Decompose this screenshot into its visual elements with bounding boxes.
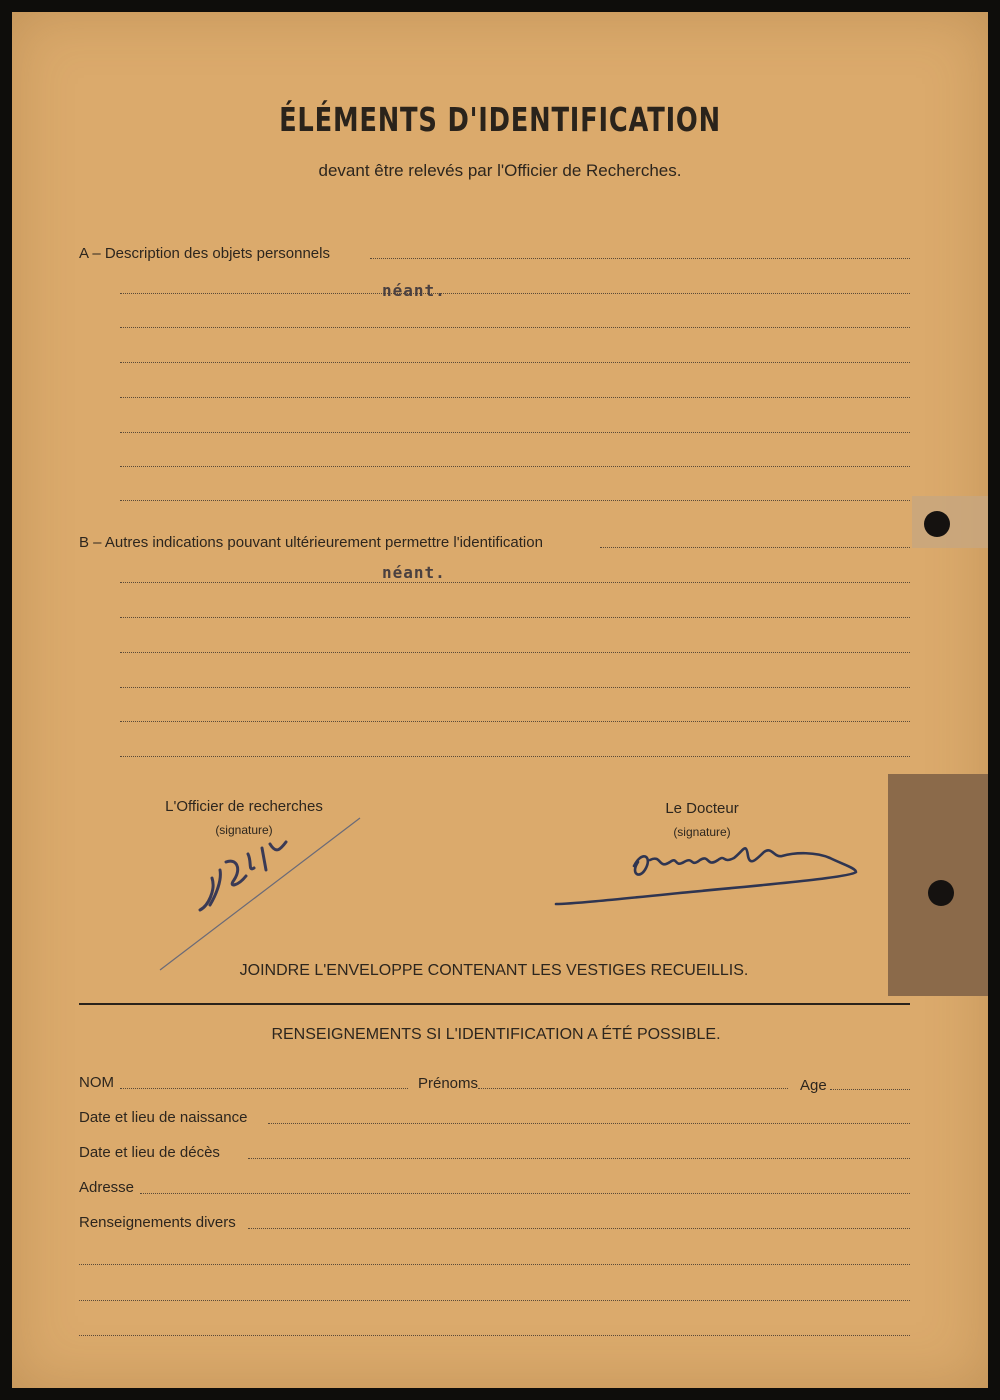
divers-field-2[interactable]: [79, 1264, 910, 1265]
officer-signature-label: L'Officier de recherches: [165, 798, 323, 815]
identification-title: RENSEIGNEMENTS SI L'IDENTIFICATION A ÉTÉ POSSIBLE.: [271, 1026, 721, 1043]
prenoms-label: Prénoms: [418, 1075, 479, 1092]
officer-signature-sub: (signature): [215, 823, 273, 837]
punch-hole-top: [924, 511, 950, 537]
prenoms-field[interactable]: [478, 1088, 788, 1089]
section-a-line-4: [120, 362, 910, 363]
form-subtitle: devant être relevés par l'Officier de Recherches.: [318, 161, 682, 180]
divers-field-3[interactable]: [79, 1300, 910, 1301]
section-b-line-1: [600, 547, 910, 548]
section-b-value: néant.: [382, 563, 446, 582]
section-a-line-7: [120, 466, 910, 467]
section-b-label: B – Autres indications pouvant ultérieurement permettre l'identification: [79, 534, 543, 551]
naissance-label: Date et lieu de naissance: [79, 1109, 248, 1126]
naissance-field[interactable]: [268, 1123, 910, 1124]
section-a-line-8: [120, 500, 910, 501]
section-a-value: néant.: [382, 281, 446, 300]
envelope-instruction: JOINDRE L'ENVELOPPE CONTENANT LES VESTIGES RECUEILLIS.: [239, 962, 749, 979]
section-b-line-5: [120, 687, 910, 688]
section-a-line-3: [120, 327, 910, 328]
divers-field-1[interactable]: [248, 1228, 910, 1229]
doctor-signature-mark: [550, 830, 870, 915]
age-field[interactable]: [830, 1089, 910, 1090]
adresse-label: Adresse: [79, 1179, 135, 1196]
nom-field[interactable]: [120, 1088, 408, 1089]
adresse-field[interactable]: [140, 1193, 910, 1194]
section-divider: [79, 1003, 910, 1005]
section-a-label: A – Description des objets personnels: [79, 245, 330, 262]
nom-label: NOM: [79, 1074, 114, 1091]
form-title: ÉLÉMENTS D'IDENTIFICATION: [279, 100, 721, 139]
doctor-signature-sub: (signature): [673, 825, 731, 839]
section-b-line-3: [120, 617, 910, 618]
section-b-line-6: [120, 721, 910, 722]
section-b-line-7: [120, 756, 910, 757]
form-page: [12, 12, 988, 1388]
deces-label: Date et lieu de décès: [79, 1144, 220, 1161]
divers-field-4[interactable]: [79, 1335, 910, 1336]
section-b-line-2: [120, 582, 910, 583]
section-a-line-6: [120, 432, 910, 433]
section-a-line-2: [120, 293, 910, 294]
officer-signature-mark: [150, 810, 370, 980]
divers-label: Renseignements divers: [79, 1214, 236, 1231]
section-a-line-5: [120, 397, 910, 398]
section-b-line-4: [120, 652, 910, 653]
doctor-signature-label: Le Docteur: [665, 800, 739, 817]
section-a-line-1: [370, 258, 910, 259]
punch-hole-bottom: [928, 880, 954, 906]
age-label: Age: [800, 1077, 827, 1094]
deces-field[interactable]: [248, 1158, 910, 1159]
